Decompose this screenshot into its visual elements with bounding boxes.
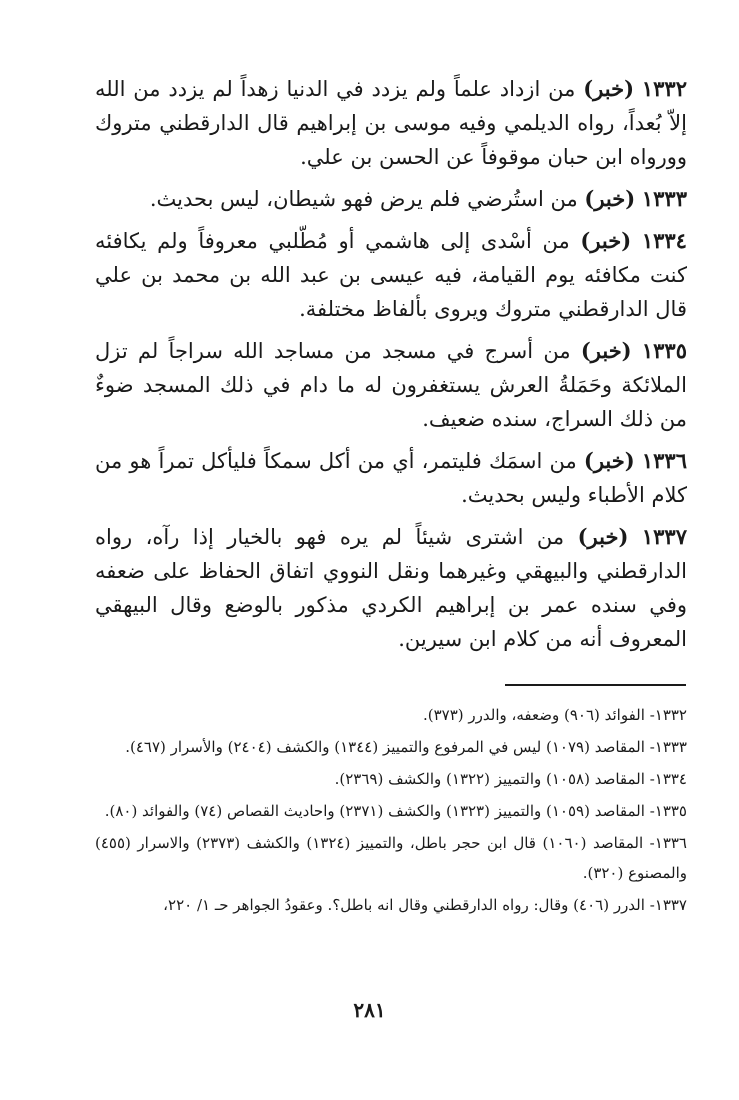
footnote: ١٣٣٣- المقاصد (١٠٧٩) ليس في المرفوع والتمييز (١٣٤٤) والكشف (٢٤٠٤) والأسرار (٤٦٧). [125, 738, 687, 756]
footnote: ١٣٣٦- المقاصد (١٠٦٠) قال ابن حجر باطل، والتمييز (١٣٢٤) والكشف (٢٣٧٣) والاسرار (٤٥٥) والمصنوع (٣٢٠). [95, 834, 687, 882]
entry-text: من اسمَك فليتمر، أي من أكل سمكاً فليأكل تمراً هو من كلام الأطباء وليس بحديث. [95, 449, 687, 507]
hadith-entry [95, 334, 687, 436]
entry-text: من اشترى شيئاً لم يره فهو بالخيار إذا رآه، رواه الدارقطني والبيهقي وغيرهما ونقل النووي اتفاق الحفاظ على ضعفه وفي سنده عمر بن إبراهيم الكردي مذكور بالوضع وقال البيهقي المعروف أنه من كلام ابن سيرين. [95, 525, 687, 651]
footnote-number: ١٣٣٦ [654, 834, 687, 852]
hadith-entry [95, 224, 687, 326]
entry-number: ١٣٣٥ [641, 338, 687, 363]
footnote: ١٣٣٢- الفوائد (٩٠٦) وضعفه، والدرر (٣٧٣). [422, 706, 687, 724]
footnote-number: ١٣٣٢ [654, 706, 687, 724]
entry-label: (خبر) [577, 524, 629, 549]
entry-label: (خبر) [580, 338, 632, 363]
page-number: ٢٨١ [353, 998, 386, 1022]
entry-number: ١٣٣٤ [641, 228, 687, 253]
entry-number: ١٣٣٢ [641, 76, 687, 101]
entry-text: من استُرضي فلم يرض فهو شيطان، ليس بحديث. [149, 187, 578, 211]
main-text [95, 72, 687, 664]
hadith-entry [95, 182, 687, 216]
footnote-text: المقاصد (١٠٥٨) والتمييز (١٣٢٢) والكشف (٢٣٦٩). [334, 770, 645, 788]
entry-number: ١٣٣٧ [641, 524, 687, 549]
footnote-number: ١٣٣٥ [654, 802, 687, 820]
footnote-text: الدرر (٤٠٦) وقال: رواه الدارقطني وقال انه باطل؟. وعقودُ الجواهر حـ ١/ ٢٢٠، [163, 896, 645, 914]
footnote-number: ١٣٣٧ [654, 896, 687, 914]
hadith-entry [95, 520, 687, 656]
hadith-entry [95, 72, 687, 174]
entry-text: من أسرج في مسجد من مساجد الله سراجاً لم تزل الملائكة وحَمَلةُ العرش يستغفرون له ما دام في ذلك المسجد ضوءٌ من ذلك السراج، سنده ضعيف. [95, 339, 687, 431]
footnote: ١٣٣٥- المقاصد (١٠٥٩) والتمييز (١٣٢٣) والكشف (٢٣٧١) واحاديث القصاص (٧٤) والفوائد (٨٠). [104, 802, 687, 820]
footnote-number: ١٣٣٤ [654, 770, 687, 788]
footnote: ١٣٣٧- الدرر (٤٠٦) وقال: رواه الدارقطني وقال انه باطل؟. وعقودُ الجواهر حـ ١/ ٢٢٠، [163, 896, 687, 914]
footnote-number: ١٣٣٣ [654, 738, 687, 756]
entry-label: (خبر) [584, 186, 636, 211]
footnotes [95, 700, 687, 922]
entry-label: (خبر) [583, 448, 635, 473]
entry-text: من أسْدى إلى هاشمي أو مُطّلبي معروفاً ولم يكافئه كنت مكافئه يوم القيامة، فيه عيسى بن عبد الله بن محمد بن علي قال الدارقطني متروك ويروى بألفاظ مختلفة. [95, 229, 687, 321]
footnote-text: المقاصد (١٠٧٩) ليس في المرفوع والتمييز (١٣٤٤) والكشف (٢٤٠٤) والأسرار (٤٦٧). [125, 738, 645, 756]
entry-text: من ازداد علماً ولم يزدد في الدنيا زهداً لم يزدد من الله إلاّ بُعداً، رواه الديلمي وفيه موسى بن إبراهيم قال الدارقطني متروك وورواه ابن حبان موقوفاً عن الحسن بن علي. [95, 77, 687, 169]
entry-label: (خبر) [583, 76, 635, 101]
entry-number: ١٣٣٦ [641, 448, 687, 473]
hadith-entry [95, 444, 687, 512]
footnote-text: المقاصد (١٠٥٩) والتمييز (١٣٢٣) والكشف (٢٣٧١) واحاديث القصاص (٧٤) والفوائد (٨٠). [104, 802, 645, 820]
entry-label: (خبر) [580, 228, 632, 253]
footnote-text: المقاصد (١٠٦٠) قال ابن حجر باطل، والتمييز (١٣٢٤) والكشف (٢٣٧٣) والاسرار (٤٥٥) والمصنوع (٣٢٠). [95, 834, 687, 882]
footnote-text: الفوائد (٩٠٦) وضعفه، والدرر (٣٧٣). [422, 706, 645, 724]
entry-number: ١٣٣٣ [641, 186, 687, 211]
footnote-divider [505, 684, 686, 686]
footnote: ١٣٣٤- المقاصد (١٠٥٨) والتمييز (١٣٢٢) والكشف (٢٣٦٩). [334, 770, 687, 788]
